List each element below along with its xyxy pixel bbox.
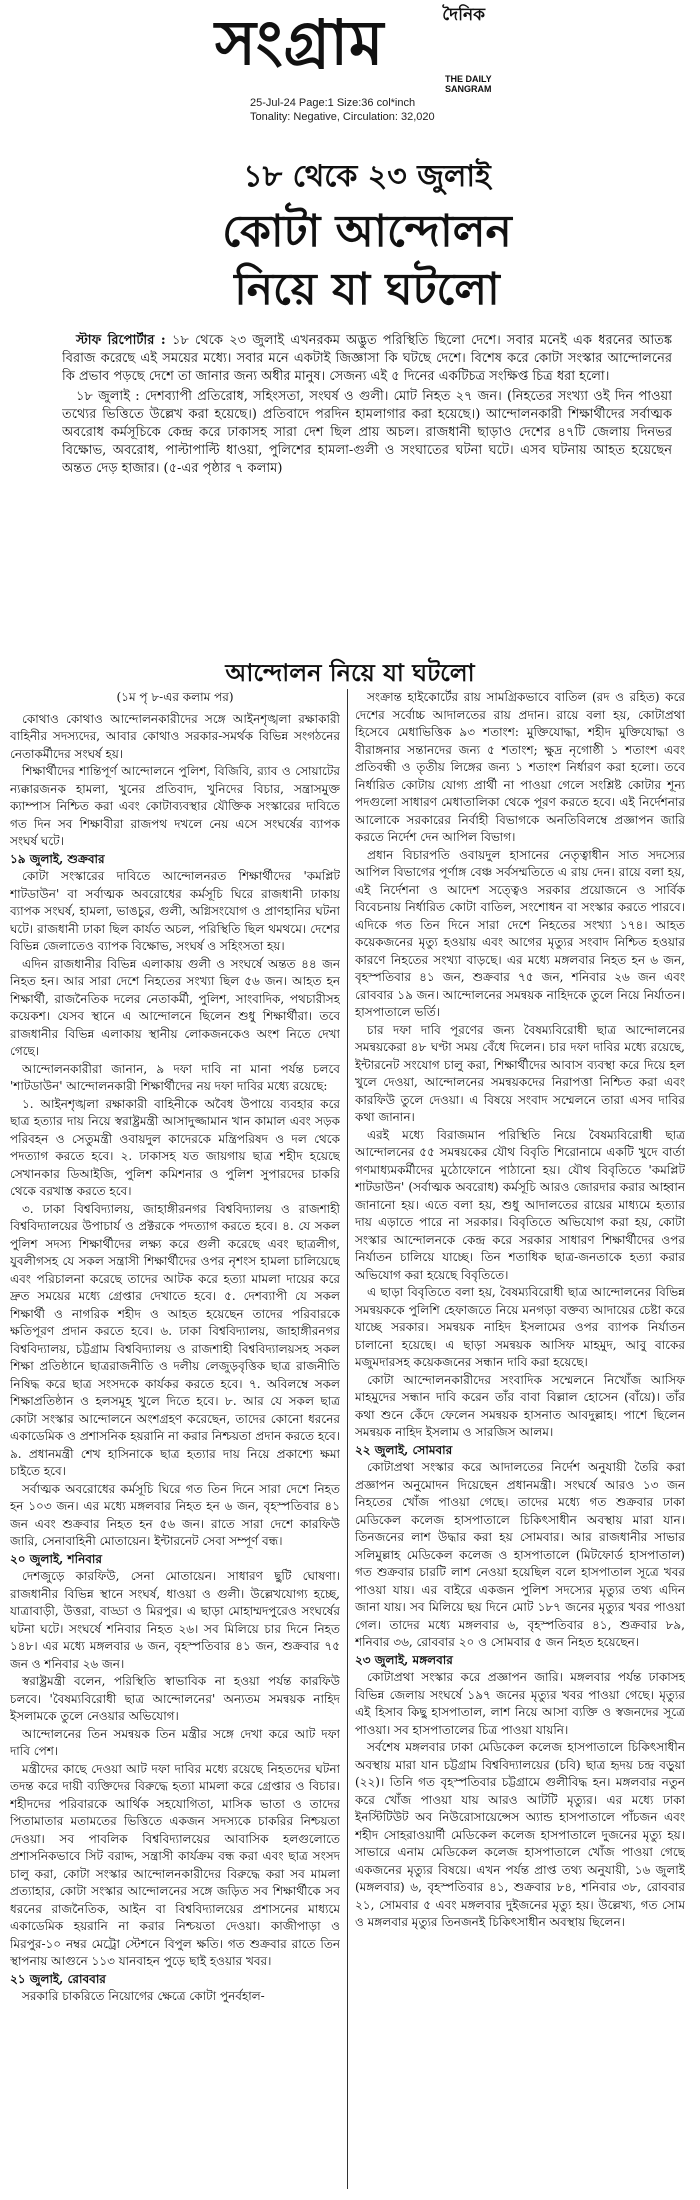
headline-date-range: ১৮ থেকে ২৩ জুলাই [243, 159, 491, 194]
article-paragraph: সর্বাত্মক অবরোধের কর্মসূচি ঘিরে গত তিন দিনে সারা দেশে নিহত হন ১০৩ জন। এর মধ্যে মঙ্গলবার নিহত হন ৬ জন, বৃহস্পতিবার ৪১ জন এবং শুক্রবার নিহত হন ৫৬ জন। রাতে সারা দেশে কারফিউ জারি, সেনাবাহিনী মোতায়েন। ইন্টারনেট সেবা সম্পূর্ণ বন্ধ। [10, 1481, 340, 1548]
lead-text [62, 332, 672, 628]
lead-paragraph-1 [62, 332, 672, 386]
article-paragraph: কোথাও কোথাও আন্দোলনকারীদের সঙ্গে আইনশৃঙ্খলা রক্ষাকারী বাহিনীর সদস্যদের, আবার কোথাও সরকার-সমর্থক বিভিন্ন সংগঠনের নেতাকর্মীদের সংঘর্ষ হয়। [10, 711, 340, 761]
headline-main-2: নিয়ে যা ঘটলো [234, 264, 500, 315]
article-paragraph: আন্দোলনকারীরা জানান, ৯ দফা দাবি না মানা পর্যন্ত চলবে 'শাটডাউন' আন্দোলনকারী শিক্ষার্থীদের নয় দফা দাবির মধ্যে রয়েছে: [10, 1061, 340, 1093]
newspaper-logo [175, 0, 525, 94]
meta-date-page: 25-Jul-24 Page:1 Size:36 col*inch [250, 97, 416, 109]
logo-small-text: দৈনিক [442, 5, 485, 25]
article-paragraph: কোটাপ্রথা সংস্কার করে আদালতের নির্দেশ অনুযায়ী তৈরি করা প্রজ্ঞাপন অনুমোদন দিয়েছেন প্রধানমন্ত্রী। সংঘর্ষে আরও ১৩ জন নিহতের খোঁজ পাওয়া গেছে। তাদের মধ্যে গত শুক্রবার ঢাকা মেডিকেল কলেজ হাসপাতালে চিকিৎসাধীন অবস্থায় মারা যান। তিনজনের লাশ উদ্ধার করা হয় সোমবার। আর রাজধানীর সাভার সলিমুল্লাহ মেডিকেল কলেজ ও হাসপাতালে (মিটফোর্ড হাসপাতাল) গত শুক্রবার চারটি লাশ নেওয়া হয়েছিল বলে হাসপাতাল সূত্রে খবর পাওয়া যায়। এর বাইরে একজন পুলিশ সদস্যের মৃত্যুর তথ্য এদিন জানা যায়। সব মিলিয়ে ছয় দিনে মোট ১৮৭ জনের মৃত্যুর খবর পাওয়া গেল। তাদের মধ্যে মঙ্গলবার ৬, বৃহস্পতিবার ৪১, শুক্রবার ৮৯, শনিবার ৩৬, রোববার ২০ ও সোমবার ৫ জন নিহত হয়েছেন। [355, 1460, 685, 1649]
article-paragraph: সরকারি চাকরিতে নিয়োগের ক্ষেত্রে কোটা পুনর্বহাল- [22, 1989, 265, 2003]
date-subheading: ২২ জুলাই, সোমবার [355, 1442, 453, 1457]
date-subheading: ২১ জুলাই, রোববার [10, 1971, 106, 1986]
article-paragraph: দেশজুড়ে কারফিউ, সেনা মোতায়েন। সাধারণ ছুটি ঘোষণা। রাজধানীর বিভিন্ন স্থানে সংঘর্ষ, ধাওয়া ও গুলী। উল্লেখযোগ্য হচ্ছে, যাত্রাবাড়ী, উত্তরা, বাড্ডা ও মিরপুর। এ ছাড়া মোহাম্মদপুরেও সংঘর্ষের ঘটনা ঘটে। সংঘর্ষে শনিবার নিহত ২৬। সব মিলিয়ে চার দিনে নিহত ১৪৮। এর মধ্যে মঙ্গলবার ৬ জন, বৃহস্পতিবার ৪১ জন, শুক্রবার ৭৫ জন ও শনিবার ২৬ জন। [10, 1569, 340, 1671]
column-divider [347, 689, 348, 2189]
logo-subtitle: THE DAILY SANGRAM [445, 74, 492, 94]
article-paragraph: এ ছাড়া বিবৃতিতে বলা হয়, বৈষম্যবিরোধী ছাত্র আন্দোলনের বিভিন্ন সমন্বয়ককে পুলিশি হেফাজতে নিয়ে মনগড়া বক্তব্য আদায়ের চেষ্টা করে যাচ্ছে সরকার। সমন্বয়ক নাহিদ ইসলামের ওপর ব্যাপক নির্যাতন চালানো হয়েছে। এ ছাড়া সমন্বয়ক আসিফ মাহমুদ, আবু বাকের মজুমদারসহ কয়েকজনের সন্ধান দাবি করা হয়েছে। [355, 1285, 685, 1369]
right-column [355, 689, 685, 2189]
date-subheading: ২০ জুলাই, শনিবার [10, 1551, 102, 1566]
continuation-clip [10, 655, 690, 2195]
headline-main: কোটা আন্দোলন [222, 206, 512, 257]
article-paragraph: শিক্ষার্থীদের শান্তিপূর্ণ আন্দোলনে পুলিশ, বিজিবি, র‍্যাব ও সোয়াটের ন্যক্কারজনক হামলা, খুনের প্রতিবাদ, খুনিদের বিচার, সন্ত্রাসমুক্ত ক্যাম্পাস নিশ্চিত করা এবং কোটাব্যবস্থার যৌক্তিক সংস্কারের দাবিতে গত দিন সব শিক্ষাবীরা রাজপথ দখলে নেয় এসে সংঘর্ষের ব্যাপক সংঘর্ষ ঘটে। [10, 764, 340, 848]
article-paragraph: মন্ত্রীদের কাছে দেওয়া আট দফা দাবির মধ্যে রয়েছে নিহতদের ঘটনা তদন্ত করে দায়ী ব্যক্তিদের বিরুদ্ধে হত্যা মামলা করে গ্রেপ্তার ও বিচার। শহীদদের পরিবারকে আর্থিক সহযোগিতা, মাসিক ভাতা ও তাদের পিতামাতার মতামতের ভিত্তিতে একজন সদস্যকে চাকরির নিশ্চয়তা দেওয়া। সব পাবলিক বিশ্ববিদ্যালয়ের আবাসিক হলগুলোতে প্রশাসনিকভাবে সিট বরাদ্দ, সন্ত্রাসী কার্যক্রম বন্ধ করা এবং ছাত্র সংসদ চালু করা, কোটা সংস্কার আন্দোলনকারীদের বিরুদ্ধে করা সব মামলা প্রত্যাহার, কোটা সংস্কার আন্দোলনের সঙ্গে জড়িত সব শিক্ষার্থীকে সব ধরনের রাজনৈতিক, আইন বা বিশ্ববিদ্যালয়ের প্রশাসনের মাধ্যমে একাডেমিক হয়রানি না করার নিশ্চয়তা দেওয়া। কাজীপাড়া ও মিরপুর-১০ নম্বর মেট্রো স্টেশনে বিপুল ক্ষতি। গত শুক্রবার রাতে তিন স্থাপনায় আগুনে ১১৩ যানবাহন পুড়ে ছাই হওয়ার খবর। [10, 1761, 340, 1968]
date-subheading: ২৩ জুলাই, মঙ্গলবার [355, 1652, 453, 1667]
article-paragraph: এদিন রাজধানীর বিভিন্ন এলাকায় গুলী ও সংঘর্ষে অন্তত ৪৪ জন নিহত হন। আর সারা দেশে নিহতের সংখ্যা ছিল ৫৬ জন। আহত হন শিক্ষার্থী, রাজনৈতিক দলের নেতাকর্মী, পুলিশ, সাংবাদিক, পথচারীসহ কয়েকশ। যেসব স্থানে এ আন্দোলনে ছিলেন শুধু শিক্ষার্থীরা। তবে রাজধানীর বিভিন্ন এলাকায় স্থানীয় লোকজনকেও অংশ নিতে দেখা গেছে। [10, 956, 340, 1058]
article-paragraph: ১. আইনশৃঙ্খলা রক্ষাকারী বাহিনীকে অবৈধ উপায়ে ব্যবহার করে ছাত্র হত্যার দায় নিয়ে স্বরাষ্ট্রমন্ত্রী আসাদুজ্জামান খান কামাল এবং সড়ক পরিবহন ও সেতুমন্ত্রী ওবায়দুল কাদেরকে মন্ত্রিপরিষদ ও দল থেকে পদত্যাগ করতে হবে। ২. ঢাকাসহ যত জায়গায় ছাত্র শহীদ হয়েছে সেখানকার ডিআইজি, পুলিশ কমিশনার ও পুলিশ সুপারদের চাকরি থেকে বরখাস্ত করতে হবে। [10, 1096, 340, 1198]
lead-paragraph-1-text: ১৮ থেকে ২৩ জুলাই এখনরকম অদ্ভুত পরিস্থিতি ছিলো দেশে। সবার মনেই এক ধরনের আতঙ্ক বিরাজ করেছে এই সময়ের মধ্যে। সবার মনে একটাই জিজ্ঞাসা কি ঘটছে দেশে। বিশেষ করে কোটা সংস্কার আন্দোলনের কি প্রভাব পড়ছে দেশে তা জানার জন্য অধীর মানুষ। সেজন্য এই ৫ দিনের একটিচত্র সংক্ষিপ্ত চিত্র ধরা হলো। [62, 333, 672, 384]
meta-tonality: Tonality: Negative, Circulation: 32,020 [250, 111, 435, 123]
article-paragraph: ৩. ঢাকা বিশ্ববিদ্যালয়, জাহাঙ্গীরনগর বিশ্ববিদ্যালয় ও রাজশাহী বিশ্ববিদ্যালয়ের উপাচার্য ও প্রক্টরকে পদত্যাগ করতে হবে। ৪. যে সকল পুলিশ সদস্য শিক্ষার্থীদের লক্ষ্য করে গুলী করেছে এবং ছাত্রলীগ, যুবলীগসহ যে সকল সন্ত্রাসী শিক্ষার্থীদের ওপর নৃশংস হামলা চালিয়েছে এবং পরিচালনা করেছে তাদের আটক করে হত্যা মামলা দায়ের করে দ্রুত সময়ের মধ্যে গ্রেপ্তার দেখাতে হবে। ৫. দেশব্যাপী যে সকল শিক্ষার্থী ও নাগরিক শহীদ ও আহত হয়েছেন তাদের পরিবারকে ক্ষতিপূরণ প্রদান করতে হবে। ৬. ঢাকা বিশ্ববিদ্যালয়, জাহাঙ্গীরনগর বিশ্ববিদ্যালয়, চট্টগ্রাম বিশ্ববিদ্যালয় ও রাজশাহী বিশ্ববিদ্যালয়সহ সকল শিক্ষা প্রতিষ্ঠানে ছাত্ররাজনীতি ও দলীয় লেজুড়বৃত্তিক ছাত্র রাজনীতি নিষিদ্ধ করে ছাত্র সংসদকে কার্যকর করতে হবে। ৭. অবিলম্বে সকল শিক্ষাপ্রতিষ্ঠান ও হলসমূহ খুলে দিতে হবে। ৮. আর যে সকল ছাত্র কোটা সংস্কার আন্দোলনে অংশগ্রহণ করেছেন, তাদের কোনো ধরনের একাডেমিক ও প্রশাসনিক হয়রানি না করার নিশ্চয়তা প্রদান করতে হবে। ৯. প্রধানমন্ত্রী শেখ হাসিনাকে ছাত্র হত্যার দায় নিয়ে প্রকাশ্যে ক্ষমা চাইতে হবে। [10, 1201, 340, 1478]
logo-main-text: সংগ্রাম [215, 6, 385, 79]
article-paragraph: কোটা আন্দোলনকারীদের সংবাদিক সম্মেলনে নিখোঁজ আসিফ মাহমুদের সন্ধান দাবি করেন তাঁর বাবা বিল্লাল হোসেন (বাঁয়ে)। তাঁর কথা শুনে কেঁদে ফেলেন সমন্বয়ক হাসনাত আবদুল্লাহ। পাশে ছিলেন সমন্বয়ক নাহিদ ইসলাম ও সারজিস আলম। [355, 1372, 685, 1439]
left-column [10, 689, 340, 2189]
article-paragraph: আন্দোলনের তিন সমন্বয়ক তিন মন্ত্রীর সঙ্গে দেখা করে আট দফা দাবি পেশ। [10, 1726, 340, 1758]
date-subheading: ১৯ জুলাই, শুক্রবার [10, 851, 105, 866]
continuation-headline: আন্দোলন নিয়ে যা ঘটলো [225, 659, 475, 687]
front-page-clip [62, 152, 672, 632]
article-paragraph: সংক্রান্ত হাইকোর্টের রায় সামগ্রিকভাবে বাতিল (রদ ও রহিত) করে দেশের সর্বোচ্চ আদালতের রায় প্রদান। রায়ে বলা হয়, কোটাপ্রথা হিসেবে মেধাভিত্তিক ৯৩ শতাংশ: মুক্তিযোদ্ধা, শহীদ মুক্তিযোদ্ধা ও বীরাঙ্গনার সন্তানদের জন্য ৫ শতাংশ; ক্ষুদ্র নৃগোষ্ঠী ১ শতাংশ এবং প্রতিবন্ধী ও তৃতীয় লিঙ্গের জন্য ১ শতাংশ নির্ধারণ করা হলো। তবে নির্ধারিত কোটায় যোগ্য প্রার্থী না পাওয়া গেলে সংশ্লিষ্ট কোটার শূন্য পদগুলো সাধারণ মেধাতালিকা থেকে পূরণ করতে হবে। এই নির্দেশনার আলোকে সরকারের নির্বাহী বিভাগকে অনতিবিলম্বে প্রজ্ঞাপন জারি করতে নির্দেশ দেন আপিল বিভাগ। [355, 690, 685, 844]
clipping-meta [250, 96, 435, 124]
article-paragraph: এরই মধ্যে বিরাজমান পরিস্থিতি নিয়ে বৈষম্যবিরোধী ছাত্র আন্দোলনের ৫৫ সমন্বয়কের যৌথ বিবৃতি শিরোনামে একটি খুদে বার্তা গণমাধ্যমকর্মীদের মুঠোফোনে পাঠানো হয়। যৌথ বিবৃতিতে 'কমপ্লিট শাটডাউন' (সর্বাত্মক অবরোধ) কর্মসূচি আরও জোরদার করার আহ্বান জানানো হয়। এতে বলা হয়, শুধু আদালতের রায়ের মাধ্যমে হত্যার দায় এড়াতে পারে না সরকার। বিবৃতিতে অভিযোগ করা হয়, কোটা সংস্কার আন্দোলনকে কেন্দ্র করে সরকার সাধারণ শিক্ষার্থীদের ওপর নির্যাতন চালিয়ে যাচ্ছে। তিন শতাধিক ছাত্র-জনতাকে হত্যা করার অভিযোগ করা হয়েছে বিবৃতিতে। [355, 1127, 685, 1282]
article-paragraph: সর্বশেষ মঙ্গলবার ঢাকা মেডিকেল কলেজ হাসপাতালে চিকিৎসাধীন অবস্থায় মারা যান চট্টগ্রাম বিশ্ববিদ্যালয়ের (চবি) ছাত্র হৃদয় চন্দ্র বড়ুয়া (২২)। তিনি গত বৃহস্পতিবার চট্টগ্রামে গুলীবিদ্ধ হন। মঙ্গলবার নতুন করে খোঁজ পাওয়া যায় আরও আটটি মৃত্যুর। এর মধ্যে ঢাকা ইনস্টিটিউট অব নিউরোসায়েন্সেস অ্যান্ড হাসপাতালে পাঁচজন এবং শহীদ সোহরাওয়ার্দী মেডিকেল কলেজ হাসপাতালে দুজনের মৃত্যু হয়। সাভারে এনাম মেডিকেল কলেজ হাসপাতালে খোঁজ পাওয়া গেছে একজনের মৃত্যুর বিষয়ে। এখন পর্যন্ত প্রাপ্ত তথ্য অনুযায়ী, ১৬ জুলাই (মঙ্গলবার) ৬, বৃহস্পতিবার ৪১, শুক্রবার ৮৪, শনিবার ৩৮, রোববার ২১, সোমবার ৫ এবং মঙ্গলবার দুইজনের মৃত্যু হয়। উল্লেখ্য, গত সোম ও মঙ্গলবার মৃত্যুর তিনজনই চিকিৎসাধীন অবস্থায় ছিলেন। [355, 1740, 685, 1929]
article-paragraph: স্বরাষ্ট্রমন্ত্রী বলেন, পরিস্থিতি স্বাভাবিক না হওয়া পর্যন্ত কারফিউ চলবে। 'বৈষম্যবিরোধী ছাত্র আন্দোলনের' অন্যতম সমন্বয়ক নাহিদ ইসলামকে তুলে নেওয়ার অভিযোগ। [10, 1674, 340, 1723]
article-paragraph: কোটাপ্রথা সংস্কার করে প্রজ্ঞাপন জারি। মঙ্গলবার পর্যন্ত ঢাকাসহ বিভিন্ন জেলায় সংঘর্ষে ১৯৭ জনের মৃত্যুর খবর পাওয়া গেছে। মৃত্যুর এই হিসাব কিছু হাসপাতাল, লাশ নিয়ে আসা ব্যক্তি ও স্বজনদের সূত্রে পাওয়া। সব হাসপাতালের চিত্র পাওয়া যায়নি। [355, 1670, 685, 1737]
lead-paragraph-2: ১৮ জুলাই : দেশব্যাপী প্রতিরোধ, সহিংসতা, সংঘর্ষ ও গুলী। মোট নিহত ২৭ জন। (নিহতের সংখ্যা ওই দিন পাওয়া তথ্যের ভিত্তিতে উল্লেখ করা হয়েছে।) প্রতিবাদে পরদিন হামলাগার করা হয়েছে।) আন্দোলনকারী শিক্ষার্থীদের সর্বাত্মক অবরোধ কর্মসূচিকে কেন্দ্র করে ঢাকাসহ সারা দেশ ছিল প্রায় অচল। রাজধানী ছাড়াও দেশের ৪৭টি জেলায় দিনভর বিক্ষোভ, অবরোধ, পাল্টাপাল্টি ধাওয়া, পুলিশের হামলা-গুলী ও সংঘাতের ঘটনা ঘটে। এসব ঘটনায় আহত হয়েছেন অন্তত দেড় হাজার। (৫-এর পৃষ্ঠার ৭ কলাম) [62, 389, 672, 476]
byline: স্টাফ রিপোর্টার : [76, 333, 166, 348]
article-paragraph: চার দফা দাবি পূরণের জন্য বৈষম্যবিরোধী ছাত্র আন্দোলনের সমন্বয়কেরা ৪৮ ঘণ্টা সময় বেঁধে দিলেন। চার দফা দাবির মধ্যে রয়েছে, ইন্টারনেট সংযোগ চালু করা, শিক্ষার্থীদের আবাস ব্যবস্থা করে দিয়ে হল খুলে দেওয়া, আন্দোলনের সমন্বয়কদের নিরাপত্তা নিশ্চিত করা এবং কারফিউ তুলে দেওয়া। এ বিষয়ে সংবাদ সম্মেলনে তারা এসব দাবির কথা জানান। [355, 1022, 685, 1124]
masthead [0, 0, 700, 123]
article-paragraph: প্রধান বিচারপতি ওবায়দুল হাসানের নেতৃত্বাধীন সাত সদস্যের আপিল বিভাগের পূর্ণাঙ্গ বেঞ্চ সর্বসম্মতিতে এ রায় দেন। রায়ে বলা হয়, এই নির্দেশনা ও আদেশ সত্ত্বেও সরকার প্রয়োজনে ও সার্বিক বিবেচনায় নির্ধারিত কোটা বাতিল, সংশোধন বা সংস্কার করতে পারবে। এদিকে গত তিন দিনে সারা দেশে নিহতের সংখ্যা ১৭৪। আহত কয়েকজনের মৃত্যু হওয়ায় এবং আগের মৃত্যুর সংবাদ নিশ্চিত হওয়ার কারণে নিহতের সংখ্যা বাড়ছে। এর মধ্যে মঙ্গলবার নিহত হন ৬ জন, বৃহস্পতিবার ৪১ জন, শুক্রবার ৭৫ জন, শনিবার ২৬ জন এবং রোববার ১৯ জন। আন্দোলনের সমন্বয়ক নাহিদকে তুলে নিয়ে নির্যাতন। হাসপাতালে ভর্তি। [355, 847, 685, 1019]
continuation-note: (১ম পৃ ৮-এর কলাম পর) [116, 690, 234, 704]
article-paragraph: কোটা সংস্কারের দাবিতে আন্দোলনরত শিক্ষার্থীদের 'কমপ্লিট শাটডাউন' বা সর্বাত্মক অবরোধের কর্মসূচি ঘিরে রাজধানী ঢাকায় ব্যাপক সংঘর্ষ, হামলা, ভাঙচুর, গুলী, অগ্নিসংযোগ ও প্রাণহানির ঘটনা ঘটে। রাজধানী ঢাকা ছিল কার্যত অচল, পরিস্থিতি ছিল থমথমে। দেশের বিভিন্ন জেলাতেও ব্যাপক বিক্ষোভ, সংঘর্ষ ও সহিংসতা হয়। [10, 869, 340, 953]
